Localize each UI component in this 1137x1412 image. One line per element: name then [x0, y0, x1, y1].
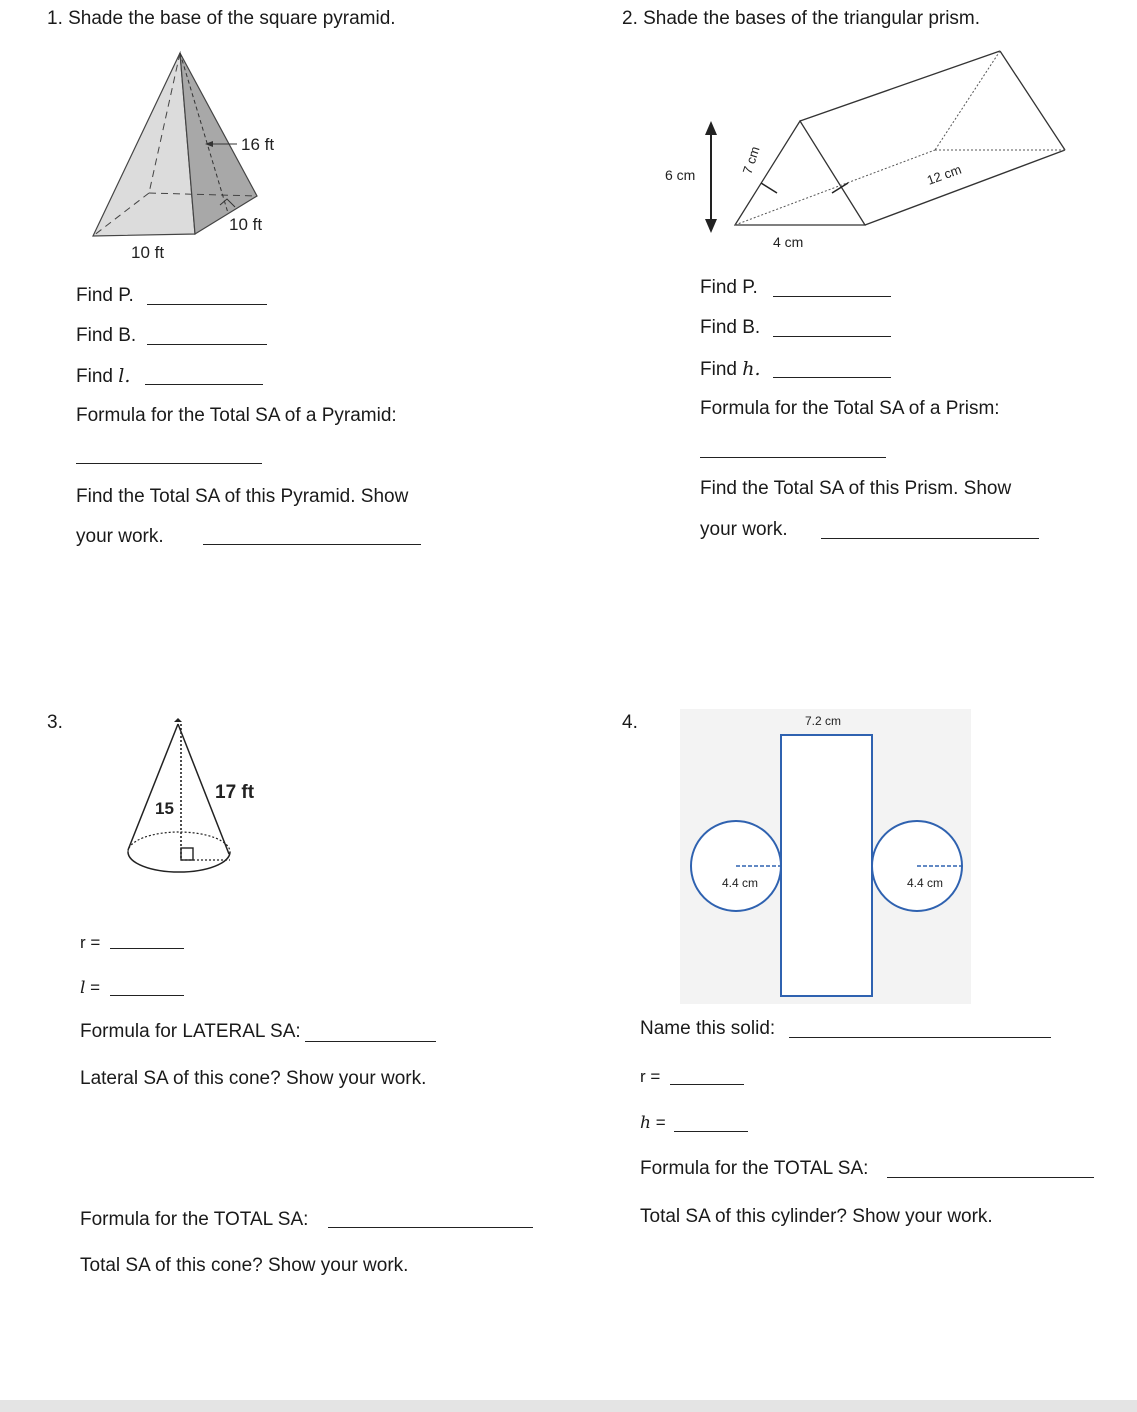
pyramid-slant-label: 16 ft [241, 135, 275, 154]
q1-find-b: Find B. [76, 325, 137, 346]
prism-base-label: 4 cm [773, 234, 804, 250]
q2-find-h [700, 358, 761, 381]
q3-total-formula-prompt: Formula for the TOTAL SA: [80, 1209, 309, 1230]
pyramid-left-face [93, 53, 195, 236]
q3-l-label [80, 977, 100, 999]
q2-formula-prompt: Formula for the Total SA of a Prism: [700, 398, 1000, 419]
q1-total-prompt-line2: your work. [76, 526, 164, 547]
pyramid-side-right-label: 10 ft [229, 215, 263, 234]
q4-h-eq: = [655, 1113, 666, 1132]
page-bottom-bar [0, 1400, 1137, 1412]
q1-formula-answer-line[interactable] [76, 463, 262, 464]
q1-p-answer-line[interactable] [147, 304, 267, 305]
q4-name-solid-answer-line[interactable] [789, 1037, 1051, 1038]
q4-h-var: h [640, 1113, 651, 1133]
net-width-label: 7.2 cm [805, 714, 842, 728]
q3-l-answer-line[interactable] [110, 995, 184, 996]
q3-r-label: r = [80, 933, 101, 952]
q2-total-answer-line[interactable] [821, 538, 1039, 539]
q4-name-solid-prompt: Name this solid: [640, 1018, 776, 1039]
q1-formula-prompt: Formula for the Total SA of a Pyramid: [76, 405, 397, 426]
q1-b-answer-line[interactable] [147, 344, 267, 345]
q4-total-question: Total SA of this cylinder? Show your work. [640, 1206, 993, 1227]
q2-total-prompt-line1: Find the Total SA of this Prism. Show [700, 478, 1012, 499]
q2-find-b: Find B. [700, 317, 761, 338]
q1-find-l-var: l. [118, 365, 131, 387]
prism-height-label: 6 cm [665, 167, 696, 183]
q2-p-answer-line[interactable] [773, 296, 891, 297]
q3-l-eq: = [90, 978, 101, 997]
q2-find-h-prefix: Find [700, 359, 737, 380]
q3-total-question: Total SA of this cone? Show your work. [80, 1255, 409, 1276]
cone-figure [120, 718, 280, 893]
q2-find-h-var: h. [742, 358, 761, 380]
net-left-radius-label: 4.4 cm [722, 876, 759, 890]
q3-lateral-formula-answer-line[interactable] [305, 1041, 436, 1042]
q1-total-prompt-line1: Find the Total SA of this Pyramid. Show [76, 486, 409, 507]
triangular-prism-figure [655, 45, 1055, 260]
q2-h-answer-line[interactable] [773, 377, 891, 378]
q2-title: 2. Shade the bases of the triangular prism. [622, 8, 981, 29]
pyramid-side-bottom-label: 10 ft [131, 243, 165, 262]
q4-r-answer-line[interactable] [670, 1084, 744, 1085]
q4-r-label: r = [640, 1067, 661, 1086]
q2-formula-answer-line[interactable] [700, 457, 886, 458]
q3-lateral-formula-prompt: Formula for LATERAL SA: [80, 1021, 301, 1042]
q3-total-formula-answer-line[interactable] [328, 1227, 533, 1228]
q1-total-answer-line[interactable] [203, 544, 421, 545]
q2-b-answer-line[interactable] [773, 336, 891, 337]
q3-l-var: l [80, 978, 86, 998]
cylinder-net-figure [680, 709, 971, 1004]
q3-lateral-question: Lateral SA of this cone? Show your work. [80, 1068, 427, 1089]
q3-number: 3. [47, 712, 63, 733]
q1-find-l [76, 365, 130, 388]
q1-find-l-prefix: Find [76, 366, 113, 387]
net-right-radius-label: 4.4 cm [907, 876, 944, 890]
prism-length-label: 12 cm [924, 161, 964, 188]
q4-h-label [640, 1112, 666, 1134]
cone-height-label: 15 [155, 799, 174, 818]
q3-r-answer-line[interactable] [110, 948, 184, 949]
q4-number: 4. [622, 712, 638, 733]
square-pyramid-figure [85, 48, 285, 263]
net-rectangle [781, 735, 872, 996]
q4-h-answer-line[interactable] [674, 1131, 748, 1132]
q2-find-p: Find P. [700, 277, 758, 298]
q2-total-prompt-line2: your work. [700, 519, 788, 540]
prism-slant-label: 7 cm [739, 144, 763, 176]
q4-total-formula-answer-line[interactable] [887, 1177, 1094, 1178]
q1-l-answer-line[interactable] [145, 384, 263, 385]
q1-find-p: Find P. [76, 285, 134, 306]
q4-total-formula-prompt: Formula for the TOTAL SA: [640, 1158, 869, 1179]
cone-slant-label: 17 ft [215, 782, 255, 803]
q1-title: 1. Shade the base of the square pyramid. [47, 8, 396, 29]
